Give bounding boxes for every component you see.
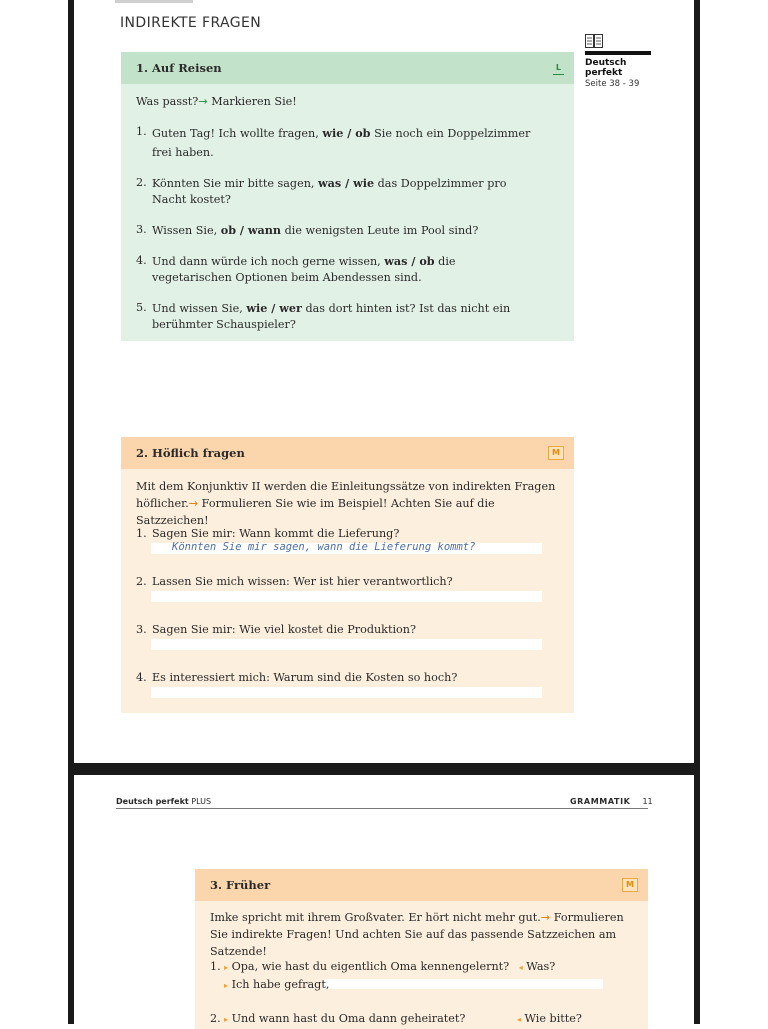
instruction-text: Was passt? [136, 95, 199, 108]
item-number: 1. [136, 527, 147, 540]
choice-options[interactable]: wie / ob [322, 126, 371, 140]
exercise-3-prompt [210, 977, 410, 994]
exercise-1-item[interactable] [136, 222, 536, 239]
reference-rule [585, 51, 651, 55]
page-title: INDIREKTE FRAGEN [120, 15, 262, 31]
choice-options[interactable]: wie / wer [246, 301, 302, 315]
choice-options[interactable]: ob / wann [220, 223, 282, 237]
item-text: das dort hinten ist? Ist das nicht ein berühmter Schauspieler? [152, 302, 511, 331]
exercise-3-header [195, 869, 648, 901]
reference-box [585, 34, 653, 89]
reply-text: Was? [526, 960, 556, 973]
exercise-2-item [136, 574, 556, 590]
brand-name: Deutsch perfekt [116, 797, 189, 806]
reference-pages: Seite 38 - 39 [585, 79, 640, 89]
brand-plus: PLUS [188, 797, 212, 806]
answer-line[interactable] [151, 639, 542, 650]
top-tab-stub [115, 0, 193, 3]
arrow-icon: → [540, 911, 551, 924]
item-number: 2. [136, 575, 147, 588]
item-text: Es interessiert mich: Warum sind die Kosten so hoch? [152, 671, 458, 684]
item-text: Und dann würde ich noch gerne wissen, [152, 255, 385, 268]
exercise-3-item [210, 1011, 630, 1028]
level-badge: M [548, 446, 564, 460]
reference-line1: Deutsch [585, 58, 627, 68]
reference-line2: perfekt [585, 68, 623, 78]
speaker-b-icon: ◂ [516, 1015, 521, 1024]
exercise-1-item[interactable] [136, 124, 536, 162]
choice-options[interactable]: was / wie [318, 176, 375, 190]
item-text: das Doppelzimmer pro Nacht kostet? [152, 177, 507, 206]
speaker-a-icon: ▸ [224, 981, 229, 990]
item-text: die wenigsten Leute im Pool sind? [281, 224, 479, 237]
exercise-3-title: 3. Früher [210, 878, 271, 892]
exercise-1-instruction [136, 93, 297, 110]
exercise-1-item[interactable] [136, 253, 536, 286]
exercise-2-title: 2. Höflich fragen [136, 446, 245, 460]
item-text: Sie noch ein Doppelzimmer frei haben. [152, 127, 531, 159]
question-text: Und wann hast du Oma dann geheiratet? [231, 1012, 466, 1025]
question-text: Opa, wie hast du eigentlich Oma kennengelernt? [231, 960, 510, 973]
exercise-2-header [121, 437, 574, 469]
instruction-text: Imke spricht mit ihrem Großvater. Er hört nicht mehr gut. [210, 911, 541, 924]
prompt-text: Ich habe gefragt, [231, 978, 330, 991]
footer-brand [116, 797, 211, 806]
item-text: Sagen Sie mir: Wann kommt die Lieferung? [152, 527, 400, 540]
arrow-icon: → [198, 95, 208, 108]
answer-line[interactable] [151, 687, 542, 698]
choice-options[interactable]: was / ob [384, 254, 435, 268]
exercise-1-item[interactable] [136, 175, 536, 208]
item-number: 1. [210, 960, 221, 973]
item-text: die vegetarischen Optionen beim Abendessen sind. [152, 255, 456, 284]
item-number: 4. [136, 671, 147, 684]
level-badge: L [553, 62, 564, 75]
book-icon [585, 34, 603, 48]
instruction-text: Mit dem Konjunktiv II werden die Einleitungssätze von indirekten Fragen höflicher. [136, 480, 556, 510]
item-number: 4. [136, 254, 147, 267]
exercise-2-item [136, 622, 556, 638]
exercise-2-instruction [136, 478, 561, 529]
item-text: Und wissen Sie, [152, 302, 247, 315]
item-text: Wissen Sie, [152, 224, 221, 237]
item-text: Sagen Sie mir: Wie viel kostet die Produktion? [152, 623, 416, 636]
item-text: Guten Tag! Ich wollte fragen, [152, 127, 323, 140]
page-border-left [68, 0, 74, 1024]
exercise-3-item [210, 959, 630, 976]
page-number: 11 [642, 797, 653, 806]
footer-section [570, 797, 653, 806]
speaker-a-icon: ▸ [224, 1015, 229, 1024]
exercise-2-item [136, 526, 556, 542]
item-number: 2. [136, 176, 147, 189]
arrow-icon: → [188, 497, 199, 510]
item-number: 2. [210, 1012, 221, 1025]
item-number: 1. [136, 125, 147, 138]
page-separator [68, 763, 700, 775]
level-badge: M [622, 878, 638, 892]
item-number: 5. [136, 301, 147, 314]
page-border-right [694, 0, 700, 1024]
handwritten-answer: Könnten Sie mir sagen, wann die Lieferung kommt? [172, 541, 476, 553]
section-name: GRAMMATIK [570, 797, 631, 806]
reference-title [585, 58, 653, 78]
exercise-1-header [121, 52, 574, 84]
reply-text: Wie bitte? [524, 1012, 582, 1025]
instruction-text: Markieren Sie! [207, 95, 297, 108]
answer-line[interactable] [151, 591, 542, 602]
footer-rule [116, 808, 648, 809]
exercise-1-item[interactable] [136, 300, 556, 333]
item-text: Lassen Sie mich wissen: Wer ist hier verantwortlich? [152, 575, 453, 588]
item-number: 3. [136, 223, 147, 236]
item-text: Könnten Sie mir bitte sagen, [152, 177, 319, 190]
item-number: 3. [136, 623, 147, 636]
instruction-text: Formulieren Sie wie im Beispiel! Achten Sie auf die Satzzeichen! [136, 497, 495, 527]
instruction-text: Formulieren Sie indirekte Fragen! Und achten Sie auf das passende Satzzeichen am Satzende! [210, 911, 624, 958]
speaker-b-icon: ◂ [518, 963, 523, 972]
exercise-2-item [136, 670, 556, 686]
exercise-1-title: 1. Auf Reisen [136, 61, 222, 75]
speaker-a-icon: ▸ [224, 963, 229, 972]
exercise-3-instruction [210, 909, 635, 960]
